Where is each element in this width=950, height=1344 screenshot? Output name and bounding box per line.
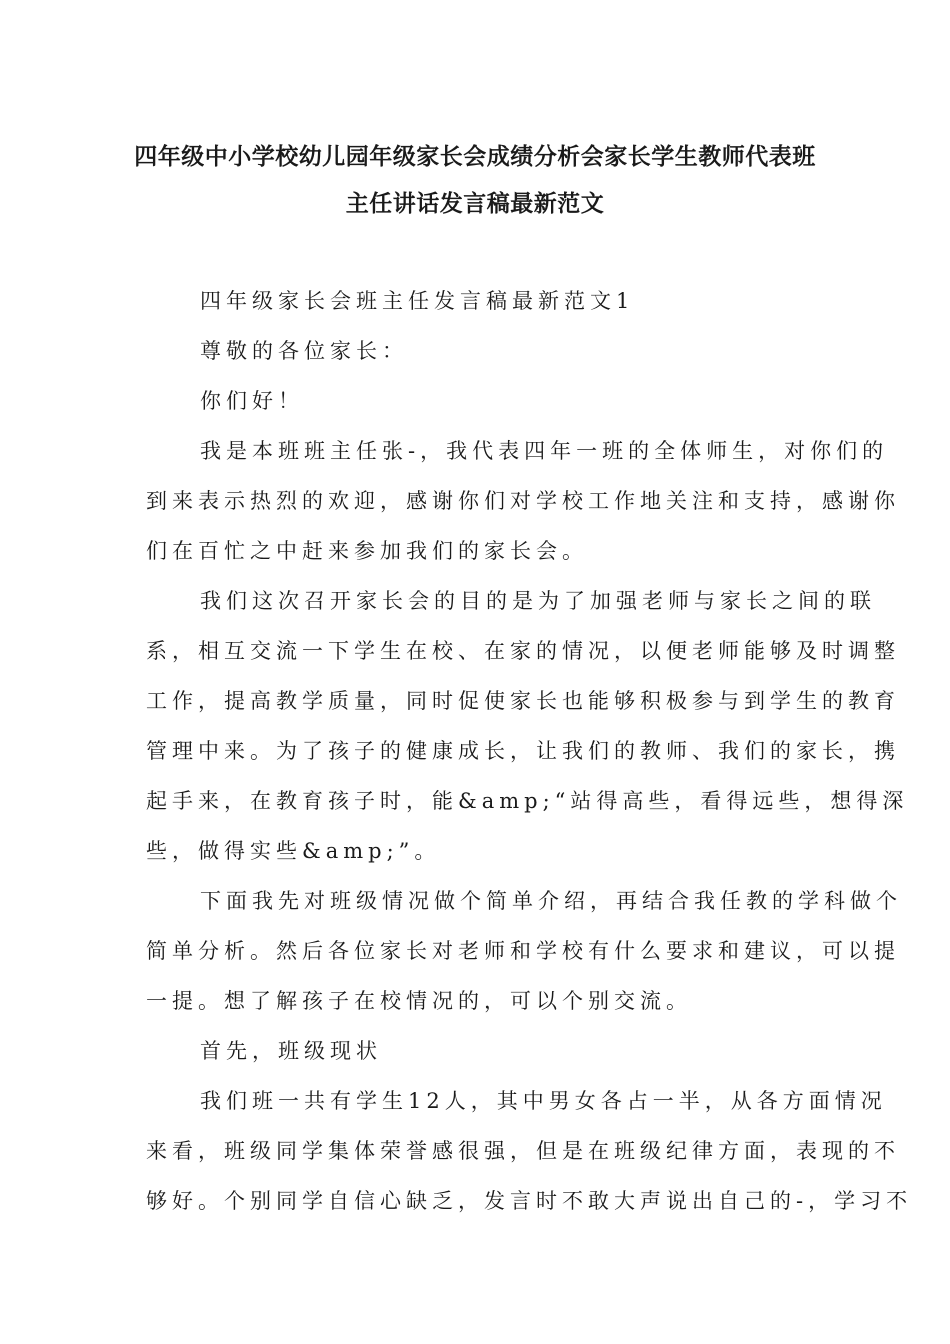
section-heading: 四年级家长会班主任发言稿最新范文1 bbox=[200, 289, 635, 313]
paragraph-line: 简单分析。然后各位家长对老师和学校有什么要求和建议，可以提 bbox=[146, 939, 900, 963]
paragraph-line: 我们班一共有学生12人，其中男女各占一半，从各方面情况 bbox=[200, 1089, 887, 1113]
document-title-line-1: 四年级中小学校幼儿园年级家长会成绩分析会家长学生教师代表班 bbox=[134, 144, 816, 170]
paragraph-line: 够好。个别同学自信心缺乏，发言时不敢大声说出自己的-，学习不 bbox=[146, 1189, 913, 1213]
paragraph-line: 管理中来。为了孩子的健康成长，让我们的教师、我们的家长，携 bbox=[146, 739, 900, 763]
subsection-heading: 首先，班级现状 bbox=[200, 1039, 382, 1063]
paragraph-line: 系，相互交流一下学生在校、在家的情况，以便老师能够及时调整 bbox=[146, 639, 900, 663]
paragraph-line: 我们这次召开家长会的目的是为了加强老师与家长之间的联 bbox=[200, 589, 876, 613]
paragraph-line: 些，做得实些&amp;”。 bbox=[146, 839, 441, 863]
salutation: 尊敬的各位家长： bbox=[200, 339, 408, 363]
paragraph-line: 我是本班班主任张-，我代表四年一班的全体师生，对你们的 bbox=[200, 439, 889, 463]
paragraph-line: 下面我先对班级情况做个简单介绍，再结合我任教的学科做个 bbox=[200, 889, 902, 913]
paragraph-line: 一提。想了解孩子在校情况的，可以个别交流。 bbox=[146, 989, 692, 1013]
paragraph-line: 来看，班级同学集体荣誉感很强，但是在班级纪律方面，表现的不 bbox=[146, 1139, 900, 1163]
paragraph-line: 起手来，在教育孩子时，能&amp;“站得高些，看得远些，想得深 bbox=[146, 789, 909, 813]
paragraph-line: 工作，提高教学质量，同时促使家长也能够积极参与到学生的教育 bbox=[146, 689, 900, 713]
document-title-line-2: 主任讲话发言稿最新范文 bbox=[345, 191, 605, 217]
paragraph-line: 到来表示热烈的欢迎，感谢你们对学校工作地关注和支持，感谢你 bbox=[146, 489, 900, 513]
paragraph-line: 们在百忙之中赶来参加我们的家长会。 bbox=[146, 539, 588, 563]
greeting: 你们好！ bbox=[200, 389, 304, 413]
